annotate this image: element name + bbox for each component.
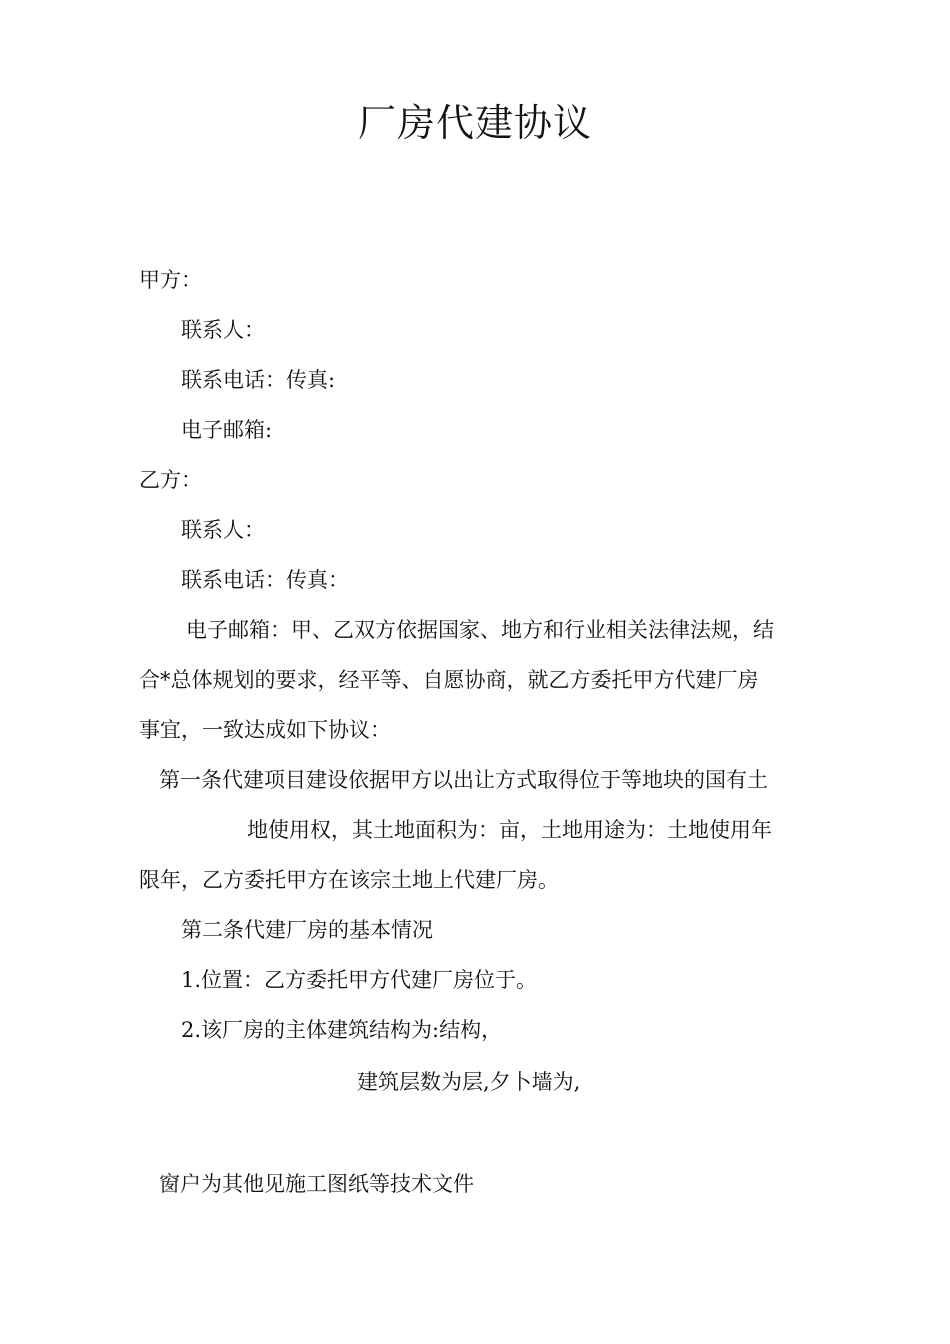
party-a-phone-fax: 联系电话：传真: (181, 368, 336, 392)
party-b-label: 乙方： (139, 468, 202, 492)
preamble-line: 电子邮箱：甲、乙双方依据国家、地方和行业相关法律法规，结 (186, 618, 774, 642)
article2-item-structure: 2.该厂房的主体建筑结构为:结构， (181, 1018, 503, 1042)
article2-item-structure-cont: 建筑层数为层,夕卜墙为, (357, 1070, 581, 1094)
party-b-phone-fax: 联系电话：传真： (181, 568, 349, 592)
document-title: 厂房代建协议 (357, 101, 592, 145)
article1-line: 第一条代建项目建设依据甲方以出让方式取得位于等地块的国有土 (159, 768, 768, 792)
party-b-contact: 联系人： (181, 518, 265, 542)
party-a-email: 电子邮箱: (181, 418, 273, 442)
party-a-contact: 联系人： (181, 318, 265, 342)
preamble-line: 合*总体规划的要求，经平等、自愿协商，就乙方委托甲方代建厂房 (139, 668, 759, 692)
article2-heading: 第二条代建厂房的基本情况 (181, 918, 433, 942)
article2-item-windows: 窗户为其他见施工图纸等技术文件 (159, 1172, 474, 1196)
preamble-line: 事宜，一致达成如下协议： (139, 718, 391, 742)
article2-item-location: 1.位置：乙方委托甲方代建厂房位于。 (181, 968, 538, 992)
article1-line: 地使用权，其土地面积为：亩，土地用途为：土地使用年 (247, 818, 772, 842)
party-a-label: 甲方： (139, 268, 202, 292)
article1-line: 限年，乙方委托甲方在该宗土地上代建厂房。 (139, 868, 559, 892)
